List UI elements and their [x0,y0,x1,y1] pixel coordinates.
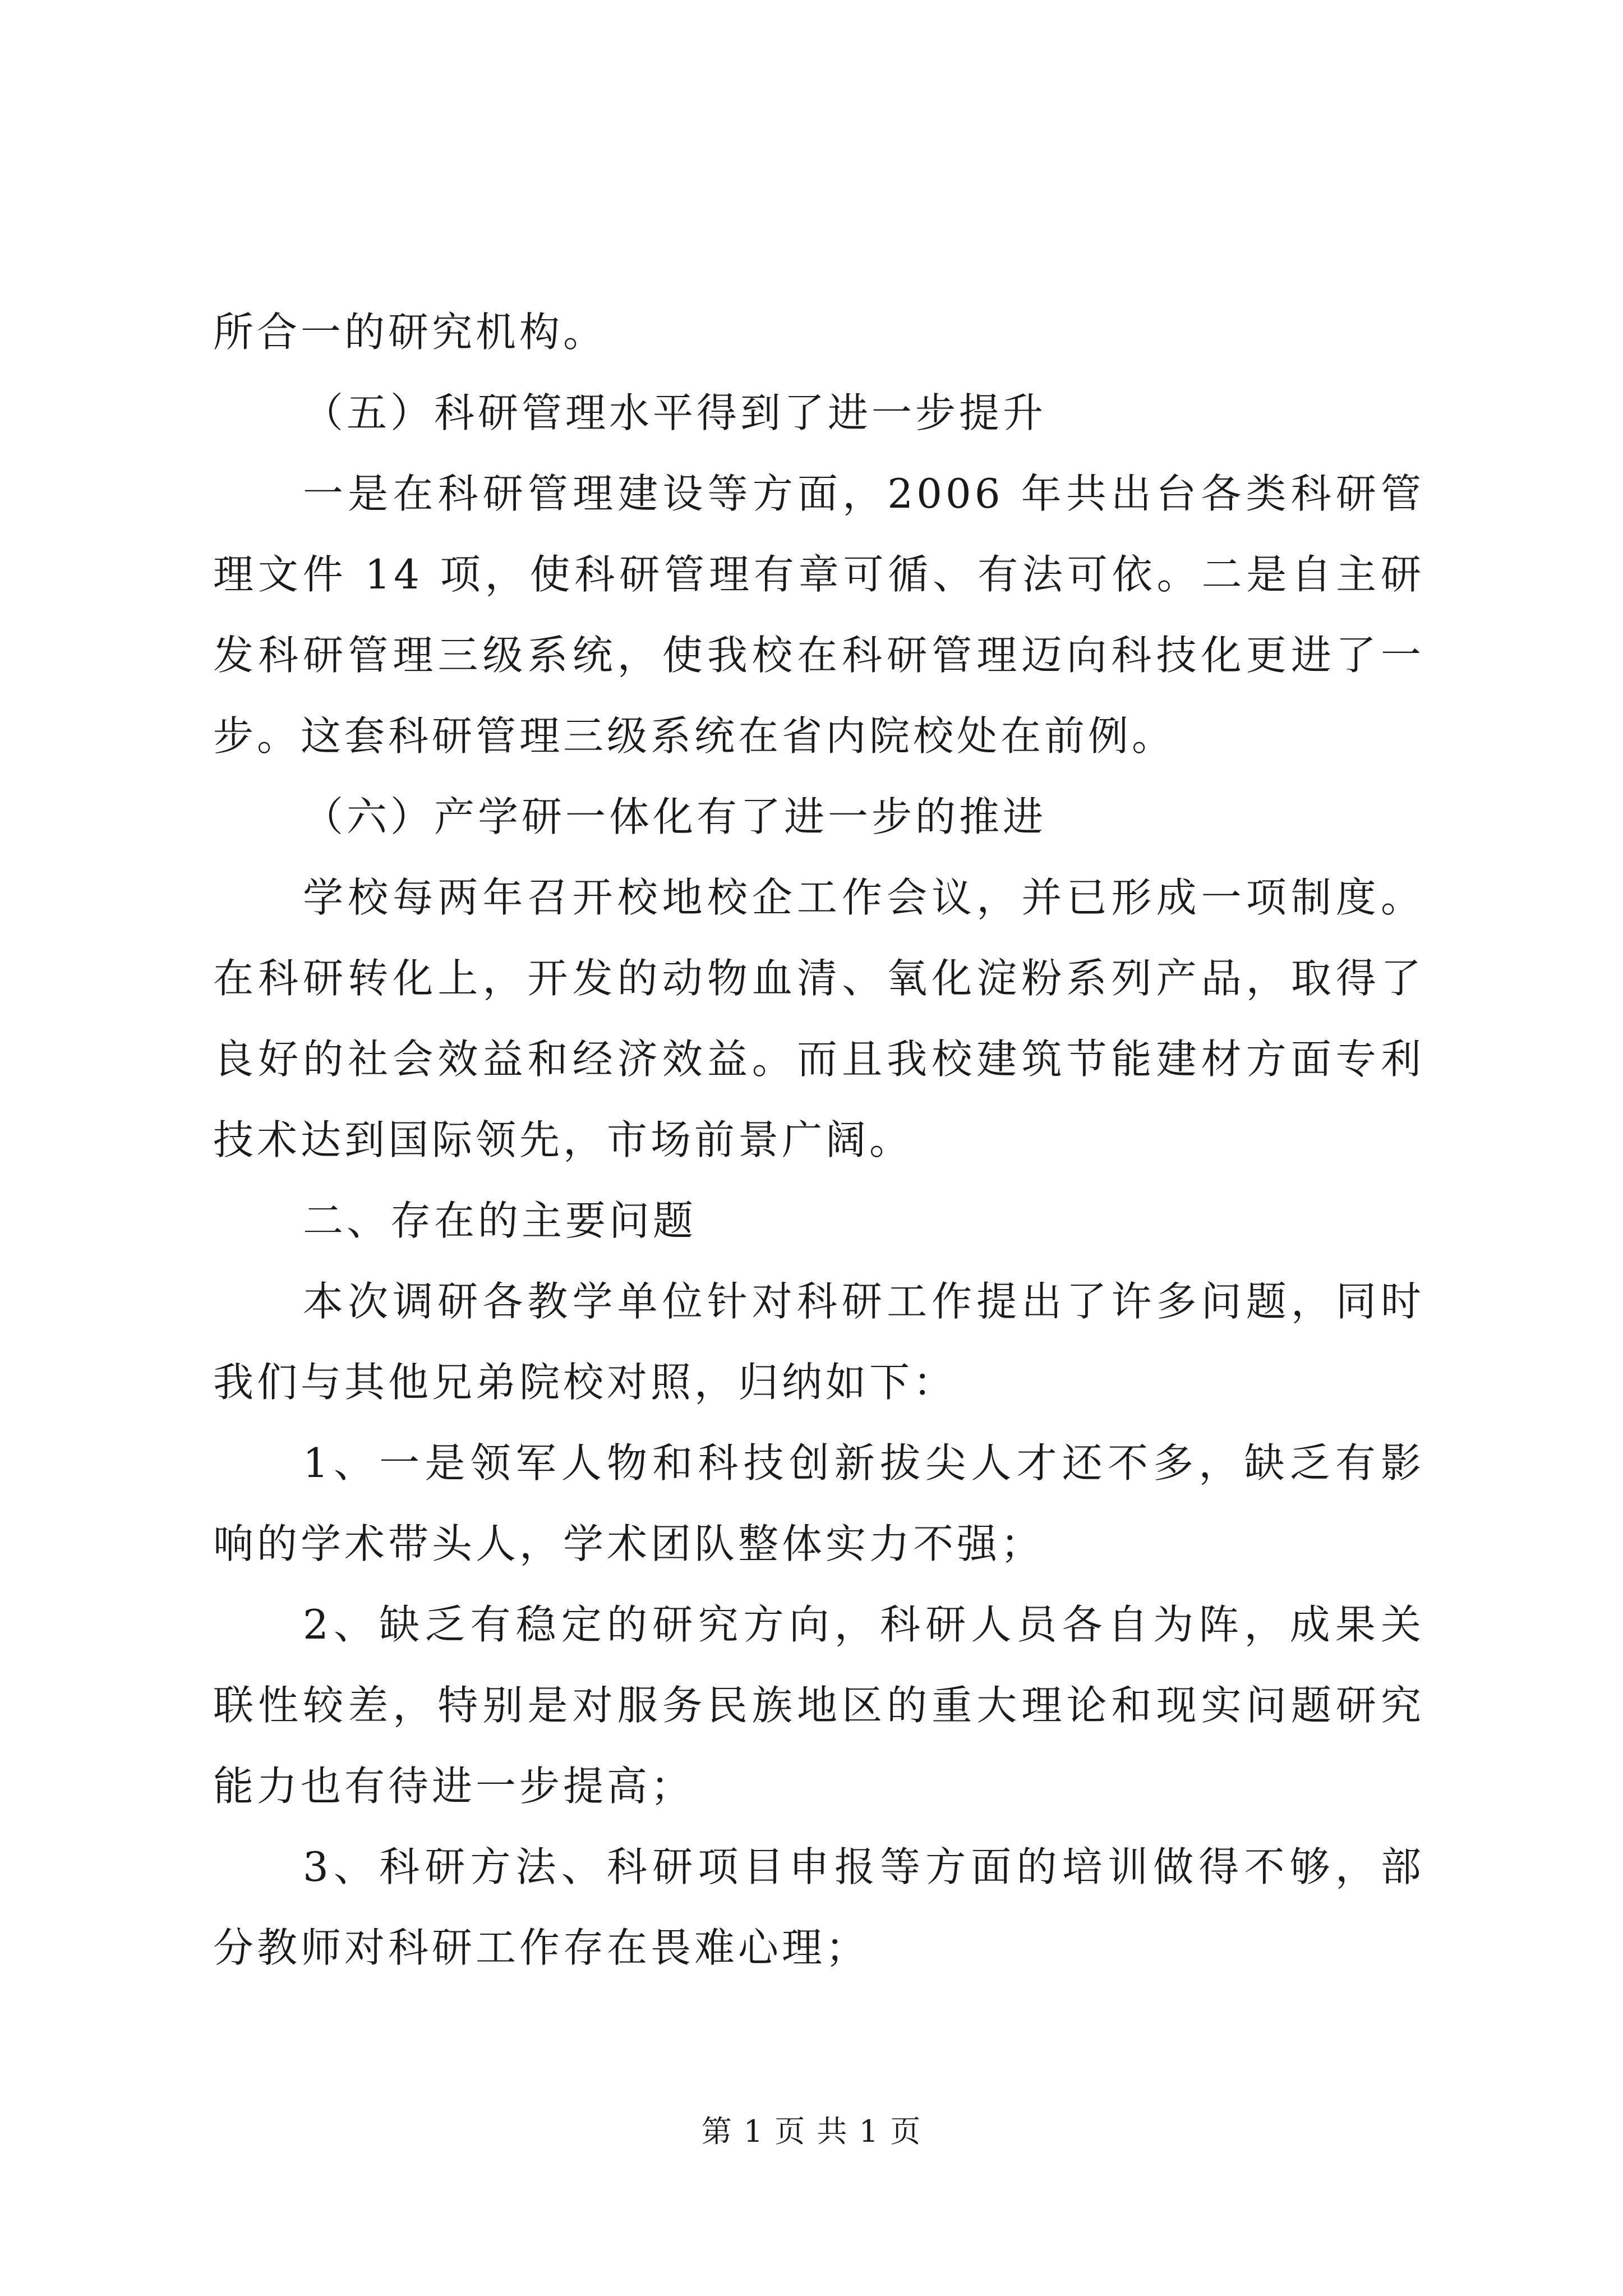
list-item-problem-1: 1、一是领军人物和科技创新拔尖人才还不多，缺乏有影响的学术带头人，学术团队整体实力不强； [213,1439,1424,1567]
section-heading-problems: 二、存在的主要问题 [303,1197,697,1244]
list-item-problem-3: 3、科研方法、科研项目申报等方面的培训做得不够，部分教师对科研工作存在畏难心理； [213,1843,1424,1971]
section-heading-five: （五）科研管理水平得到了进一步提升 [303,389,1047,436]
paragraph-continuation: 所合一的研究机构。 [213,309,607,356]
document-body [213,292,1424,1988]
page-footer: 第 1 页 共 1 页 [701,2114,922,2149]
paragraph-industry-integration: 学校每两年召开校地校企工作会议，并已形成一项制度。在科研转化上，开发的动物血清、氧化淀粉系列产品，取得了良好的社会效益和经济效益。而且我校建筑节能建材方面专利技术达到国际领先，市场前景广阔。 [213,874,1424,1163]
paragraph-research-management: 一是在科研管理建设等方面，2006 年共出台各类科研管理文件 14 项，使科研管理有章可循、有法可依。二是自主研发科研管理三级系统，使我校在科研管理迈向科技化更进了一步。这套科研管理三级系统在省内院校处在前例。 [213,470,1424,760]
list-item-problem-2: 2、缺乏有稳定的研究方向，科研人员各自为阵，成果关联性较差，特别是对服务民族地区的重大理论和现实问题研究能力也有待进一步提高； [213,1601,1424,1810]
paragraph-problems-intro: 本次调研各教学单位针对科研工作提出了许多问题，同时我们与其他兄弟院校对照，归纳如下： [213,1278,1424,1406]
section-heading-six: （六）产学研一体化有了进一步的推进 [303,793,1047,840]
